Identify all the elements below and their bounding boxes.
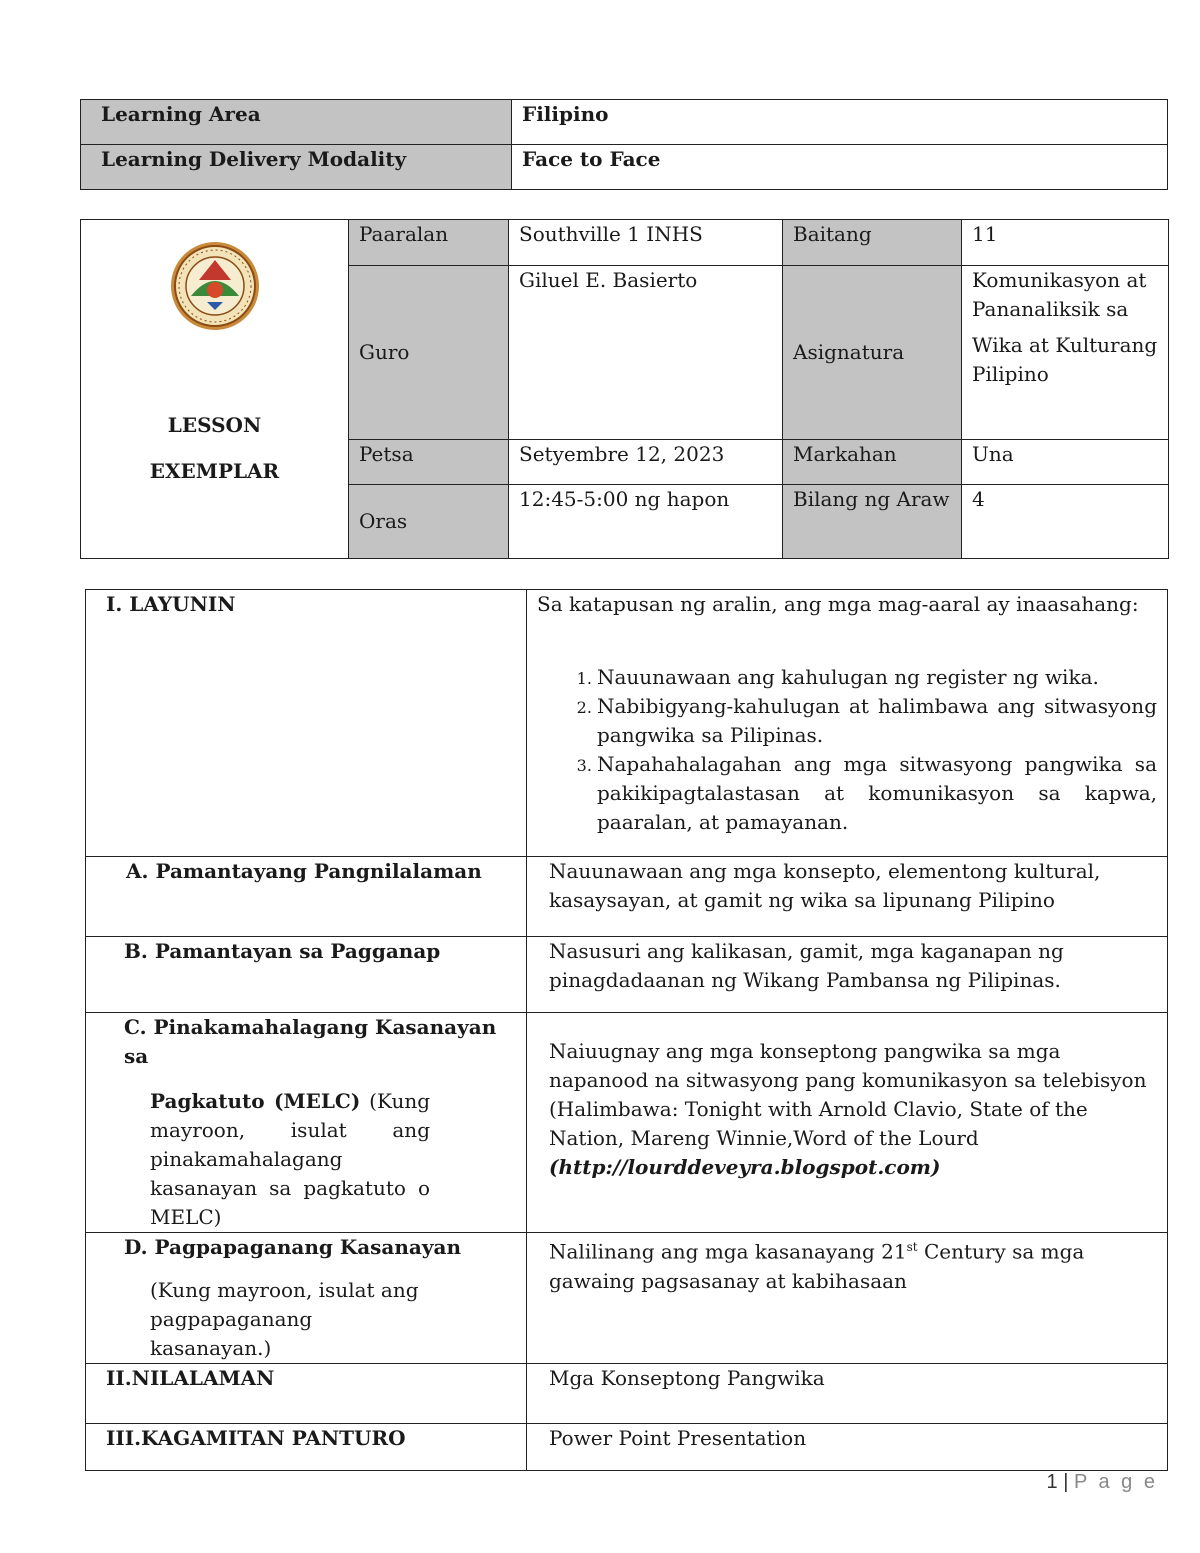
pamantayan-pagganap-label: B. Pamantayan sa Pagganap (86, 937, 527, 1013)
melc-label-cell (86, 1013, 527, 1233)
pamantayan-pagganap-value: Nasusuri ang kalikasan, gamit, mga kaganapan ng pinagdadaanan ng Wikang Pambansa ng Pilipinas. (527, 937, 1168, 1013)
nilalaman-label: II.NILALAMAN (86, 1364, 527, 1424)
pagpapaganang-kasanayan-cell (86, 1233, 527, 1364)
seal-cell (81, 220, 349, 559)
bilang-value: 4 (962, 485, 1169, 559)
page-separator: | (1063, 1471, 1069, 1493)
page-number: 1 (1046, 1471, 1058, 1493)
pagpapaganang-kasanayan-note: (Kung mayroon, isulat ang pagpapaganang kasanayan.) (150, 1278, 419, 1360)
baitang-label: Baitang (783, 220, 962, 266)
pamantayang-pangnilalaman-value: Nauunawaan ang mga konsepto, elementong kultural, kasaysayan, at gamit ng wika sa lipunang Pilipino (527, 857, 1168, 937)
learning-area-table (80, 99, 1168, 190)
asignatura-value-1: Komunikasyon at Pananaliksik sa (972, 268, 1147, 321)
markahan-label: Markahan (783, 440, 962, 485)
layunin-content (527, 590, 1168, 857)
kagamitan-label: III.KAGAMITAN PANTURO (86, 1424, 527, 1471)
paaralan-value: Southville 1 INHS (509, 220, 783, 266)
deped-seal-icon (169, 240, 261, 332)
layunin-label: I. LAYUNIN (86, 590, 527, 857)
pagpapaganang-kasanayan-label: D. Pagpapaganang Kasanayan (124, 1235, 462, 1259)
lesson-exemplar-title (91, 402, 338, 494)
modality-value: Face to Face (512, 145, 1168, 190)
petsa-value: Setyembre 12, 2023 (509, 440, 783, 485)
objective-item: 1. Nauunawaan ang kahulugan ng register ng wika. (597, 663, 1157, 692)
asignatura-value (962, 266, 1169, 440)
asignatura-value-2: Wika at Kulturang Pilipino (972, 333, 1158, 386)
objectives-list (537, 663, 1157, 837)
oras-value: 12:45-5:00 ng hapon (509, 485, 783, 559)
title-line-2: EXEMPLAR (149, 459, 280, 483)
markahan-value: Una (962, 440, 1169, 485)
pamantayang-pangnilalaman-label: A. Pamantayang Pangnilalaman (86, 857, 527, 937)
melc-label-2: Pagkatuto (MELC) (150, 1089, 361, 1113)
melc-value (527, 1013, 1168, 1233)
objective-item: 3. Napahahalagahan ang mga sitwasyong pangwika sa pakikipagtalastasan at komunikasyon sa kapwa, paaralan, at pamayanan. (597, 750, 1157, 837)
asignatura-label: Asignatura (783, 266, 962, 440)
paaralan-label: Paaralan (349, 220, 509, 266)
bilang-label: Bilang ng Araw (783, 485, 962, 559)
melc-label: C. Pinakamahalagang Kasanayan sa (124, 1015, 497, 1068)
learning-area-value: Filipino (512, 100, 1168, 145)
kagamitan-value: Power Point Presentation (527, 1424, 1168, 1471)
melc-link[interactable]: (http://lourddeveyra.blogspot.com) (549, 1155, 941, 1179)
layunin-intro: Sa katapusan ng aralin, ang mga mag-aaral ay inaasahang: (537, 592, 1139, 616)
melc-text: Naiuugnay ang mga konseptong pangwika sa mga napanood na sitwasyong pang komunikasyon sa telebisyon (Halimbawa: Tonight with Arnold Clavio, State of the Nation, Mareng Winnie,Word of the Lourd (549, 1039, 1147, 1150)
lesson-plan-table (85, 589, 1168, 1471)
page-word: P a g e (1073, 1471, 1158, 1493)
title-line-1: LESSON (167, 413, 262, 437)
modality-label: Learning Delivery Modality (81, 145, 512, 190)
nilalaman-value: Mga Konseptong Pangwika (527, 1364, 1168, 1424)
objective-item: 2. Nabibigyang-kahulugan at halimbawa ang sitwasyong pangwika sa Pilipinas. (597, 692, 1157, 750)
melc-note: (Kung mayroon, isulat ang pinakamahalagang kasanayan sa pagkatuto o MELC) (150, 1089, 431, 1229)
d-value-pre: Nalilinang ang mga kasanayang 21 (549, 1239, 907, 1264)
oras-label: Oras (349, 485, 509, 559)
d-value-sup: st (906, 1240, 918, 1254)
learning-area-label: Learning Area (81, 100, 512, 145)
page-footer (1047, 1471, 1158, 1494)
melc-description (150, 1087, 430, 1232)
guro-value: Giluel E. Basierto (509, 266, 783, 440)
guro-label: Guro (349, 266, 509, 440)
d-value-post: Century sa mga gawaing pagsasanay at kabihasaan (549, 1239, 1085, 1293)
baitang-value: 11 (962, 220, 1169, 266)
pagpapaganang-kasanayan-value (527, 1233, 1168, 1364)
petsa-label: Petsa (349, 440, 509, 485)
lesson-info-table (80, 219, 1169, 559)
